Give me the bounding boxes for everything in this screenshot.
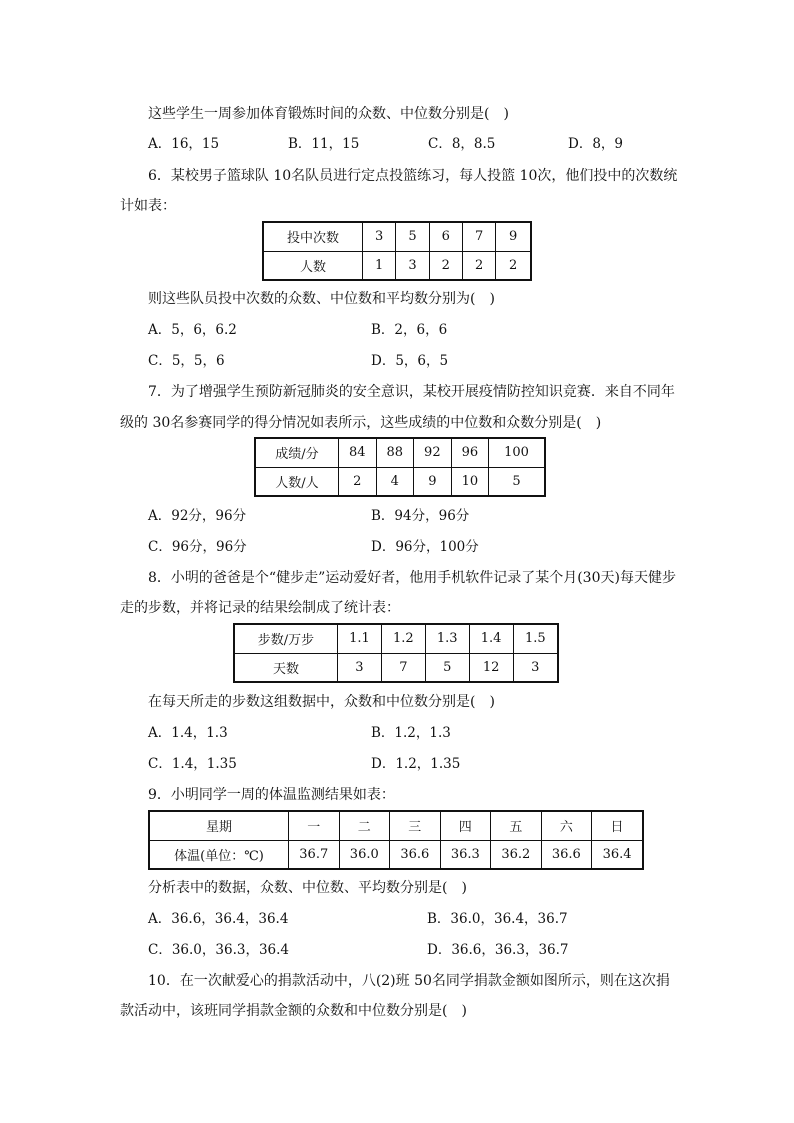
table-cell: 88 (376, 438, 414, 467)
q8-text-line1: 8．小明的爸爸是个“健步走”运动爱好者，他用手机软件记录了某个月(30天)每天健步 (148, 570, 676, 586)
q6-text-line2: 计如表： (120, 198, 176, 214)
q6-table (262, 221, 532, 281)
table-cell: 星期 (149, 811, 289, 840)
q9-option-a: A．36.6，36.4，36.4 (148, 911, 289, 927)
table-cell: 成绩/分 (255, 438, 339, 467)
table-cell: 人数 (263, 251, 363, 280)
q8-option-b: B．1.2，1.3 (371, 725, 451, 741)
q10-text-line1: 10．在一次献爱心的捐款活动中，八(2)班 50名同学捐款金额如图所示，则在这次捐 (148, 973, 670, 989)
table-cell: 一 (289, 811, 340, 840)
q8-text-line2: 走的步数，并将记录的结果绘制成了统计表： (120, 600, 400, 616)
q6-option-c: C．5，5，6 (148, 353, 225, 369)
table-cell: 36.2 (491, 840, 542, 869)
q7-option-a: A．92分，96分 (148, 508, 247, 524)
table-cell: 9 (414, 467, 452, 496)
q8-option-d: D．1.2，1.35 (371, 756, 461, 772)
table-cell: 2 (429, 251, 462, 280)
table-cell: 二 (339, 811, 390, 840)
table-cell: 1 (363, 251, 396, 280)
table-cell: 36.0 (339, 840, 390, 869)
table-cell: 日 (592, 811, 643, 840)
table-cell: 4 (376, 467, 414, 496)
table-cell: 96 (451, 438, 489, 467)
q9-option-d: D．36.6，36.3，36.7 (427, 942, 569, 958)
table-cell: 36.7 (289, 840, 340, 869)
q6-option-a: A．5，6，6.2 (148, 322, 237, 338)
q7-option-d: D．96分，100分 (371, 539, 479, 555)
table-cell: 2 (496, 251, 531, 280)
table-cell: 7 (381, 653, 425, 682)
table-cell: 1.5 (513, 624, 558, 653)
q9-option-c: C．36.0，36.3，36.4 (148, 942, 290, 958)
table-cell: 六 (541, 811, 592, 840)
table-cell: 5 (396, 222, 429, 251)
table-cell: 6 (429, 222, 462, 251)
table-cell: 100 (489, 438, 545, 467)
table-cell: 四 (440, 811, 491, 840)
table-cell: 36.6 (390, 840, 441, 869)
q9-table (148, 810, 644, 870)
table-cell: 2 (462, 251, 495, 280)
table-cell: 步数/万步 (234, 624, 338, 653)
table-cell: 1.1 (338, 624, 382, 653)
table-cell: 92 (414, 438, 452, 467)
table-cell: 天数 (234, 653, 338, 682)
table-cell: 3 (338, 653, 382, 682)
q7-option-c: C．96分，96分 (148, 539, 247, 555)
q8-table (233, 623, 559, 683)
q7-text-line1: 7．为了增强学生预防新冠肺炎的安全意识，某校开展疫情防控知识竞赛．来自不同年 (148, 384, 675, 400)
table-cell: 3 (363, 222, 396, 251)
q9-option-b: B．36.0，36.4，36.7 (427, 911, 568, 927)
q6-question: 则这些队员投中次数的众数、中位数和平均数分别为( ) (148, 291, 495, 307)
q8-option-a: A．1.4，1.3 (148, 725, 228, 741)
q6-option-d: D．5，6，5 (371, 353, 449, 369)
table-cell: 12 (469, 653, 513, 682)
table-cell: 投中次数 (263, 222, 363, 251)
q10-text-line2: 款活动中，该班同学捐款金额的众数和中位数分别是( ) (120, 1003, 467, 1019)
q8-option-c: C．1.4，1.35 (148, 756, 237, 772)
q7-option-b: B．94分，96分 (371, 508, 470, 524)
q9-question: 分析表中的数据，众数、中位数、平均数分别是( ) (148, 880, 467, 896)
table-cell: 9 (496, 222, 531, 251)
table-cell: 36.3 (440, 840, 491, 869)
table-cell: 5 (489, 467, 545, 496)
table-cell: 2 (339, 467, 377, 496)
q5-prompt: 这些学生一周参加体育锻炼时间的众数、中位数分别是( ) (148, 106, 509, 122)
q6-text-line1: 6．某校男子篮球队 10名队员进行定点投篮练习，每人投篮 10次，他们投中的次数统 (148, 168, 678, 184)
table-cell: 1.3 (425, 624, 469, 653)
table-cell: 体温(单位：℃) (149, 840, 289, 869)
q5-option-c: C．8，8.5 (428, 136, 496, 152)
table-cell: 3 (396, 251, 429, 280)
table-cell: 1.2 (381, 624, 425, 653)
q7-table (254, 437, 546, 497)
table-cell: 1.4 (469, 624, 513, 653)
q5-option-b: B．11，15 (288, 136, 360, 152)
q6-option-b: B．2，6，6 (371, 322, 448, 338)
table-cell: 5 (425, 653, 469, 682)
q9-text-line1: 9．小明同学一周的体温监测结果如表： (148, 787, 395, 803)
q5-option-d: D．8，9 (568, 136, 624, 152)
table-cell: 人数/人 (255, 467, 339, 496)
q7-text-line2: 级的 30名参赛同学的得分情况如表所示，这些成绩的中位数和众数分别是( ) (120, 415, 602, 431)
table-cell: 3 (513, 653, 558, 682)
table-cell: 三 (390, 811, 441, 840)
table-cell: 36.6 (541, 840, 592, 869)
table-cell: 36.4 (592, 840, 643, 869)
q5-option-a: A．16，15 (148, 136, 220, 152)
table-cell: 84 (339, 438, 377, 467)
table-cell: 五 (491, 811, 542, 840)
q8-question: 在每天所走的步数这组数据中，众数和中位数分别是( ) (148, 694, 495, 710)
table-cell: 10 (451, 467, 489, 496)
table-cell: 7 (462, 222, 495, 251)
